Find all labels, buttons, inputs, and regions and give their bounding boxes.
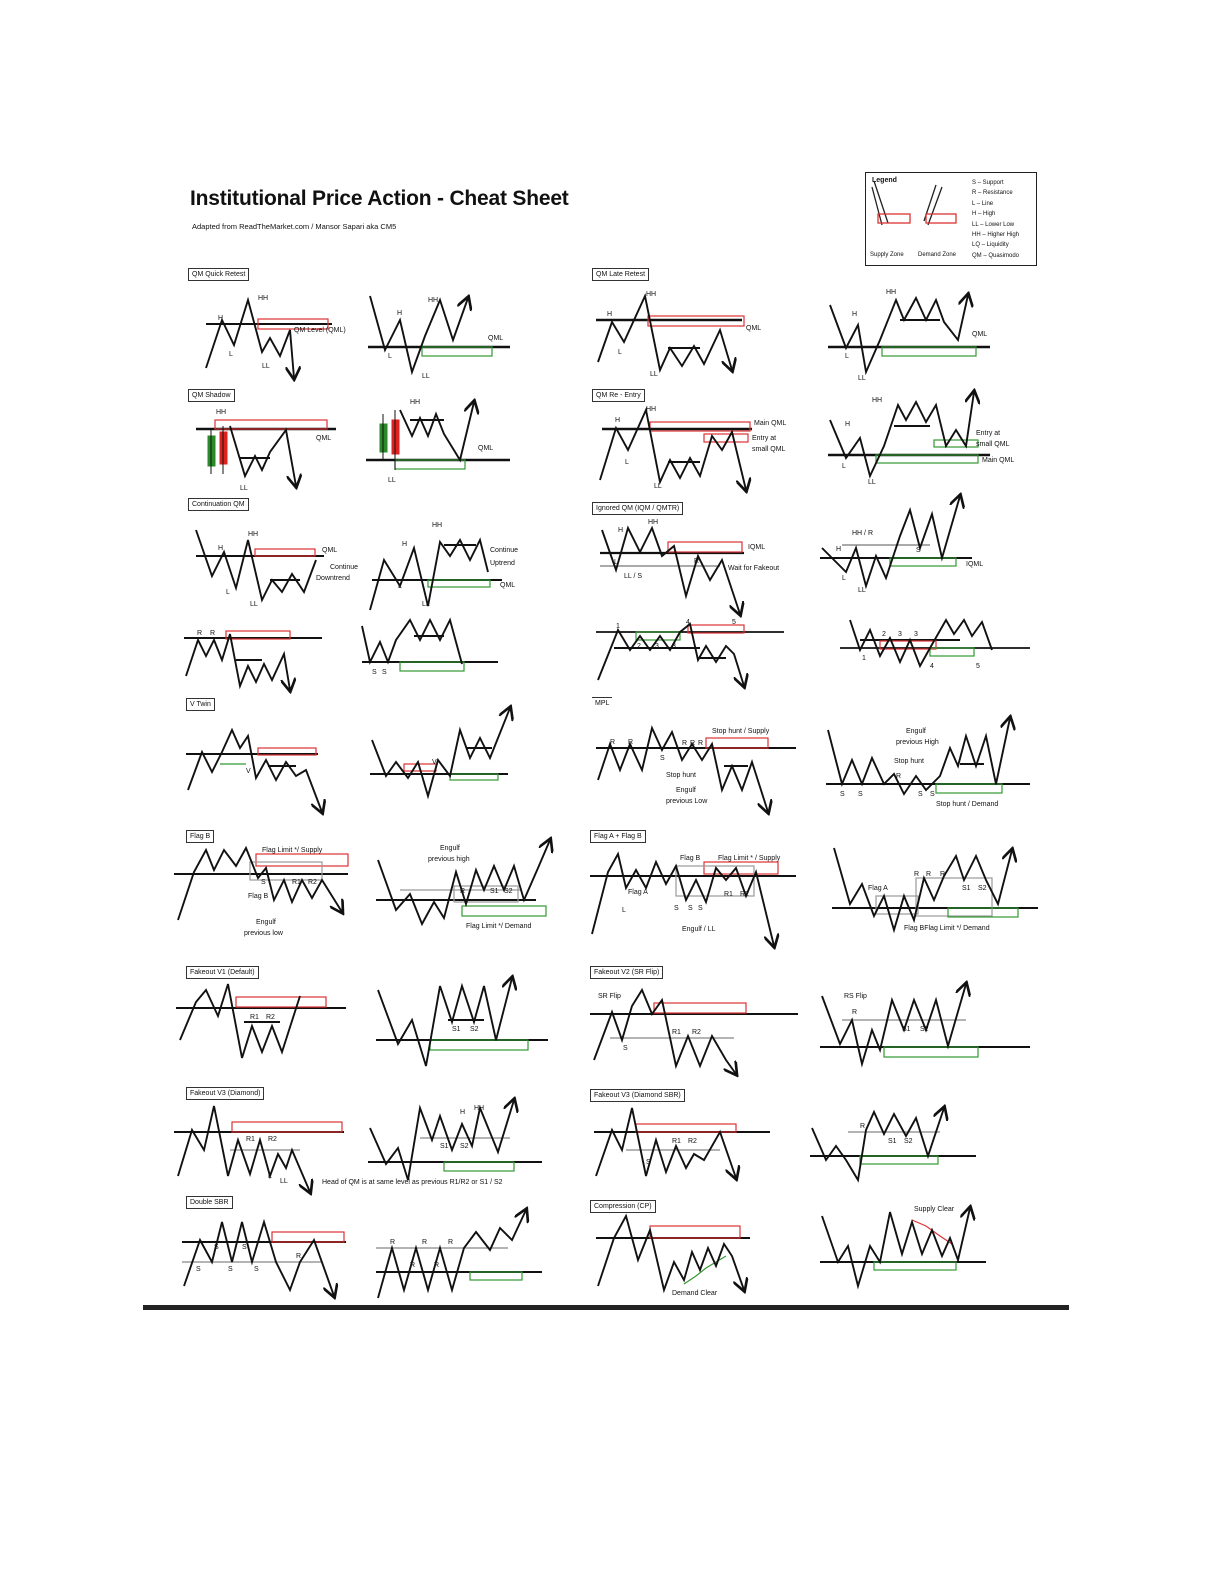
label-hh: HH bbox=[410, 399, 421, 406]
diagram-v-twin-2 bbox=[370, 708, 510, 796]
label-r: R bbox=[390, 1239, 396, 1246]
legend-item: LQ – Liquidity bbox=[972, 242, 1009, 249]
bottom-rule bbox=[143, 1305, 1069, 1310]
label-h: H bbox=[218, 545, 224, 552]
diagram-double-sbr-1 bbox=[182, 1222, 346, 1296]
legend-item: R – Resistance bbox=[972, 190, 1013, 197]
label-s2: S2 bbox=[470, 1026, 479, 1033]
label-hh: HH bbox=[428, 297, 439, 304]
label-num: 3 bbox=[672, 643, 676, 650]
label-flag-a: Flag A bbox=[868, 885, 888, 892]
label-num: 1 bbox=[862, 655, 866, 662]
label-l: L bbox=[625, 459, 629, 466]
label-demand-clear: Demand Clear bbox=[672, 1290, 718, 1297]
section-compression: Compression (CP) bbox=[590, 1200, 656, 1213]
label-num: 3 bbox=[914, 631, 918, 638]
page-subtitle: Adapted from ReadTheMarket.com / Mansor Sapari aka CM5 bbox=[192, 222, 397, 231]
label-s1: S1 bbox=[452, 1026, 461, 1033]
label-r: R bbox=[410, 1262, 416, 1269]
label-s1: S1 bbox=[902, 1026, 911, 1033]
label-hh: HH bbox=[258, 295, 269, 302]
diagram-fakeout-v1-1 bbox=[176, 984, 346, 1058]
label-r: R bbox=[448, 1239, 454, 1246]
legend-icons bbox=[866, 173, 970, 253]
label-previous-low: previous low bbox=[244, 930, 283, 937]
label-ll: LL bbox=[280, 1178, 288, 1185]
legend-title: Legend bbox=[872, 177, 897, 184]
diagram-qm-reentry-1 bbox=[600, 410, 752, 490]
label-qml: QML bbox=[746, 325, 762, 332]
section-fakeout-v3: Fakeout V3 (Diamond) bbox=[186, 1087, 264, 1100]
label-h: H bbox=[607, 311, 613, 318]
diagram-compression-1 bbox=[596, 1216, 750, 1290]
label-engulf: Engulf bbox=[676, 787, 696, 794]
diagram-row4-2 bbox=[362, 620, 498, 671]
label-ll: LL bbox=[262, 363, 270, 370]
label-s: S bbox=[840, 791, 845, 798]
label-l: L bbox=[226, 589, 230, 596]
label-engulf: Engulf bbox=[256, 919, 276, 926]
diagram-flag-b-1 bbox=[174, 848, 348, 920]
label-hh-r: HH / R bbox=[852, 530, 873, 537]
label-stop-hunt-demand: Stop hunt / Demand bbox=[936, 801, 999, 808]
label-s2: S2 bbox=[504, 888, 513, 895]
label-s2: S2 bbox=[978, 885, 987, 892]
label-hh: HH bbox=[474, 1105, 485, 1112]
label-engulf-ll: Engulf / LL bbox=[682, 926, 716, 933]
label-s1: S1 bbox=[490, 888, 499, 895]
legend-item: LL – Lower Low bbox=[972, 221, 1015, 228]
label-r2: R2 bbox=[308, 879, 317, 886]
label-qml: QML bbox=[322, 547, 338, 554]
label-s: S bbox=[261, 879, 266, 886]
label-s2: S2 bbox=[904, 1138, 913, 1145]
diagram-mpl-1 bbox=[596, 728, 796, 812]
label-r1: R1 bbox=[672, 1029, 681, 1036]
label-num: 5 bbox=[976, 663, 980, 670]
label-entry-at: Entry at bbox=[976, 430, 1001, 437]
label-supply-clear: Supply Clear bbox=[914, 1206, 955, 1213]
label-l: L bbox=[229, 351, 233, 358]
diagram-flag-ab-2 bbox=[832, 848, 1038, 930]
section-qm-late: QM Late Retest bbox=[592, 268, 649, 281]
label-flag-a: Flag A bbox=[628, 889, 648, 896]
label-h: H bbox=[397, 310, 403, 317]
legend-item: L – Line bbox=[972, 200, 994, 207]
label-hh: HH bbox=[432, 522, 443, 529]
label-hh: HH bbox=[872, 397, 883, 404]
label-hh: HH bbox=[646, 291, 657, 298]
label-engulf: Engulf bbox=[440, 845, 460, 852]
label-s: S bbox=[228, 1266, 233, 1273]
label-ll: LL bbox=[388, 477, 396, 484]
label-s: S bbox=[242, 1244, 247, 1251]
label-s1: S1 bbox=[440, 1143, 449, 1150]
diagram-qm-late-1 bbox=[596, 296, 744, 370]
label-ll: LL bbox=[422, 601, 430, 608]
label-h: H bbox=[615, 417, 621, 424]
label-num: 4 bbox=[686, 619, 690, 626]
label-flag-b: Flag B bbox=[680, 855, 701, 862]
diagram-double-sbr-2 bbox=[376, 1210, 542, 1298]
diagram-qm-shadow-1 bbox=[196, 420, 336, 486]
label-r: R bbox=[296, 1253, 302, 1260]
label-r2: R2 bbox=[268, 1136, 277, 1143]
label-r: R bbox=[682, 740, 688, 747]
label-s: S bbox=[254, 1266, 259, 1273]
label-stop-hunt-supply: Stop hunt / Supply bbox=[712, 728, 770, 735]
label-s: S bbox=[214, 1244, 219, 1251]
label-l: L bbox=[842, 575, 846, 582]
label-ll: LL bbox=[858, 587, 866, 594]
label-previous-high: previous high bbox=[428, 856, 470, 863]
legend-item: QM – Quasimodo bbox=[972, 252, 1020, 259]
label-s: S bbox=[372, 669, 377, 676]
diagram-compression-2 bbox=[820, 1208, 986, 1286]
label-num: 1 bbox=[616, 623, 620, 630]
label-r: R bbox=[698, 740, 704, 747]
label-s2: S2 bbox=[460, 1143, 469, 1150]
label-r: R bbox=[860, 1123, 866, 1130]
diagram-fakeout-v3b-1 bbox=[594, 1108, 770, 1178]
section-mpl: MPL bbox=[592, 697, 612, 709]
diagram-qm-quick-2 bbox=[368, 296, 510, 372]
label-flag-limit-supply: Flag Limit */ Supply bbox=[262, 847, 323, 854]
label-l: L bbox=[618, 349, 622, 356]
label-flag-bflag: Flag BFlag Limit */ Demand bbox=[904, 925, 990, 932]
label-hh: HH bbox=[216, 409, 227, 416]
legend-box bbox=[865, 172, 1037, 266]
label-wait-fakeout: Wait for Fakeout bbox=[728, 565, 780, 572]
label-downtrend: Downtrend bbox=[316, 575, 350, 582]
label-r: R bbox=[852, 1009, 858, 1016]
label-r1: R1 bbox=[292, 879, 301, 886]
section-fakeout-v2: Fakeout V2 (SR Flip) bbox=[590, 966, 663, 979]
label-s: S bbox=[623, 1045, 628, 1052]
label-continue: Continue bbox=[330, 564, 359, 571]
label-previous-high: previous High bbox=[896, 739, 939, 746]
label-l: L bbox=[268, 1173, 272, 1180]
label-s: S bbox=[916, 547, 921, 554]
label-ll: LL bbox=[868, 479, 876, 486]
diagram-fakeout-v3-2 bbox=[368, 1100, 542, 1180]
label-previous-low: previous Low bbox=[666, 798, 708, 805]
diagram-fakeout-v1-2 bbox=[376, 978, 548, 1066]
label-r: R bbox=[940, 871, 946, 878]
label-r: R bbox=[610, 739, 616, 746]
label-flag-limit-demand: Flag Limit */ Demand bbox=[466, 923, 532, 930]
section-flag-b: Flag B bbox=[186, 830, 214, 843]
label-hh: HH bbox=[248, 531, 259, 538]
label-small-qml: small QML bbox=[752, 446, 786, 453]
label-head-note: Head of QM is at same level as previous R1/R2 or S1 / S2 bbox=[322, 1179, 503, 1186]
label-r: R bbox=[896, 773, 902, 780]
diagram-iqm-1 bbox=[600, 528, 744, 614]
diagram-v-twin-1 bbox=[186, 730, 322, 812]
diagram-fakeout-v2-2 bbox=[820, 984, 1030, 1064]
label-ll-s: LL / S bbox=[624, 573, 643, 580]
label-qml: QML bbox=[500, 582, 516, 589]
label-s: S bbox=[698, 905, 703, 912]
diagram-mpl-2 bbox=[826, 718, 1030, 794]
label-num: 2 bbox=[882, 631, 886, 638]
label-h: H bbox=[402, 541, 408, 548]
label-h: H bbox=[852, 311, 858, 318]
label-s: S bbox=[660, 755, 665, 762]
label-r: R bbox=[926, 871, 932, 878]
label-sr-flip: SR Flip bbox=[598, 993, 621, 1000]
diagram-row4-1 bbox=[184, 631, 322, 690]
diagram-fakeout-v2-1 bbox=[590, 990, 798, 1074]
section-fakeout-v3b: Fakeout V3 (Diamond SBR) bbox=[590, 1089, 685, 1102]
legend-demand-caption: Demand Zone bbox=[918, 252, 957, 258]
label-flag-b: Flag B bbox=[248, 893, 269, 900]
section-double-sbr: Double SBR bbox=[186, 1196, 233, 1209]
section-continuation-qm: Continuation QM bbox=[188, 498, 249, 511]
label-l: L bbox=[398, 583, 402, 590]
label-l: L bbox=[622, 907, 626, 914]
label-s: S bbox=[382, 669, 387, 676]
diagram-cont-qm-1 bbox=[196, 530, 324, 600]
label-num: 3 bbox=[655, 643, 659, 650]
label-r: R bbox=[694, 558, 700, 565]
label-qml: QML bbox=[478, 445, 494, 452]
label-r2: R2 bbox=[740, 891, 749, 898]
label-r2: R2 bbox=[688, 1138, 697, 1145]
label-flag-limit-supply: Flag Limit * / Supply bbox=[718, 855, 781, 862]
label-r: R bbox=[434, 1262, 440, 1269]
section-flag-ab: Flag A + Flag B bbox=[590, 830, 646, 843]
section-qm-shadow: QM Shadow bbox=[188, 389, 235, 402]
label-uptrend: Uptrend bbox=[490, 560, 515, 567]
label-r: R bbox=[197, 630, 203, 637]
label-stop-hunt: Stop hunt bbox=[894, 758, 924, 765]
label-l: L bbox=[614, 559, 618, 566]
diagram-iqm-2 bbox=[820, 496, 972, 586]
legend-item: HH – Higher High bbox=[972, 232, 1020, 239]
label-l: L bbox=[845, 353, 849, 360]
diagram-flag-ab-1 bbox=[590, 854, 796, 946]
label-main-qml: Main QML bbox=[982, 457, 1015, 464]
label-s: S bbox=[674, 905, 679, 912]
diagram-fakeout-v3b-2 bbox=[810, 1108, 976, 1180]
label-s: S bbox=[646, 1159, 651, 1166]
label-entry-at: Entry at bbox=[752, 435, 777, 442]
legend-list bbox=[972, 178, 1019, 261]
label-ll: LL bbox=[858, 375, 866, 382]
label-r: R bbox=[460, 888, 466, 895]
label-r: R bbox=[690, 740, 696, 747]
section-ignored-qm: Ignored QM (IQM / QMTR) bbox=[592, 502, 683, 515]
label-iqml: IQML bbox=[748, 544, 766, 551]
label-s1: S1 bbox=[962, 885, 971, 892]
legend-item: S – Support bbox=[972, 180, 1004, 186]
label-r1: R1 bbox=[250, 1014, 259, 1021]
label-s: S bbox=[858, 791, 863, 798]
label-hh: HH bbox=[648, 519, 659, 526]
label-r1: R1 bbox=[246, 1136, 255, 1143]
label-r2: R2 bbox=[692, 1029, 701, 1036]
label-iqml: IQML bbox=[966, 561, 984, 568]
label-stop-hunt: Stop hunt bbox=[666, 772, 696, 779]
label-h: H bbox=[836, 546, 842, 553]
label-s1: S1 bbox=[888, 1138, 897, 1145]
label-num: 2 bbox=[637, 643, 641, 650]
section-v-twin: V Twin bbox=[186, 698, 215, 711]
diagram-qm-shadow-2 bbox=[366, 402, 510, 470]
label-num: 5 bbox=[732, 619, 736, 626]
page-title: Institutional Price Action - Cheat Sheet bbox=[190, 187, 569, 210]
diagram-qm-reentry-2 bbox=[828, 392, 990, 476]
label-h: H bbox=[460, 1109, 466, 1116]
label-r: R bbox=[914, 871, 920, 878]
diagram-flag-b-2 bbox=[376, 840, 550, 924]
diagram-qm-late-2 bbox=[828, 295, 990, 372]
diagram-qm-quick-1 bbox=[206, 300, 332, 378]
label-qml: QML bbox=[488, 335, 504, 342]
label-s2: S2 bbox=[920, 1026, 929, 1033]
diagram-row4-3 bbox=[596, 624, 784, 686]
label-l: L bbox=[388, 353, 392, 360]
label-v: V bbox=[246, 768, 251, 775]
label-r: R bbox=[210, 630, 216, 637]
label-ll: LL bbox=[240, 485, 248, 492]
label-s: S bbox=[918, 791, 923, 798]
legend-item: H – High bbox=[972, 211, 996, 218]
label-hh: HH bbox=[886, 289, 897, 296]
label-r1: R1 bbox=[724, 891, 733, 898]
label-r: R bbox=[422, 1239, 428, 1246]
label-ll: LL bbox=[654, 483, 662, 490]
label-s: S bbox=[688, 905, 693, 912]
section-fakeout-v1: Fakeout V1 (Default) bbox=[186, 966, 259, 979]
label-num: 3 bbox=[898, 631, 902, 638]
label-s: S bbox=[930, 791, 935, 798]
section-qm-re-entry: QM Re - Entry bbox=[592, 389, 645, 402]
label-r1: R1 bbox=[672, 1138, 681, 1145]
diagram-cont-qm-2 bbox=[370, 540, 502, 610]
label-l: L bbox=[842, 463, 846, 470]
label-engulf: Engulf bbox=[906, 728, 926, 735]
section-qm-quick: QM Quick Retest bbox=[188, 268, 249, 281]
label-v: V bbox=[432, 759, 437, 766]
label-qm-level: QM Level (QML) bbox=[294, 327, 346, 334]
label-r2: R2 bbox=[266, 1014, 275, 1021]
label-r: R bbox=[628, 739, 634, 746]
label-h: H bbox=[845, 421, 851, 428]
diagram-fakeout-v3-1 bbox=[174, 1106, 344, 1192]
label-ll: LL bbox=[422, 373, 430, 380]
label-h: H bbox=[618, 527, 624, 534]
label-rs-flip: RS Flip bbox=[844, 993, 867, 1000]
label-continue: Continue bbox=[490, 547, 519, 554]
diagram-row4-4 bbox=[840, 620, 1030, 666]
legend-supply-caption: Supply Zone bbox=[870, 252, 904, 258]
label-h: H bbox=[218, 315, 224, 322]
label-num: 4 bbox=[930, 663, 934, 670]
label-main-qml: Main QML bbox=[754, 420, 787, 427]
label-ll: LL bbox=[650, 371, 658, 378]
label-qml: QML bbox=[972, 331, 988, 338]
label-small-qml: small QML bbox=[976, 441, 1010, 448]
label-s: S bbox=[196, 1266, 201, 1273]
label-qml: QML bbox=[316, 435, 332, 442]
label-ll: LL bbox=[250, 601, 258, 608]
label-hh: HH bbox=[646, 406, 657, 413]
